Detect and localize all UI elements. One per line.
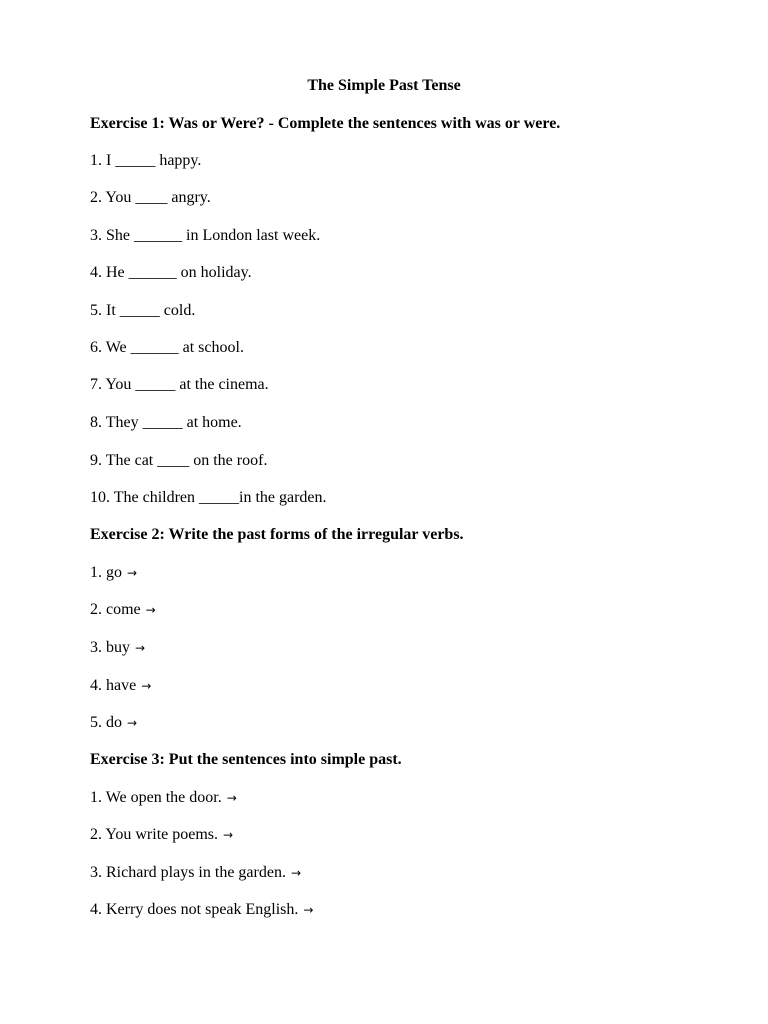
exercise-2-item-text: 2. come [90, 601, 141, 618]
exercise-2-heading: Exercise 2: Write the past forms of the irregular verbs. [90, 526, 464, 543]
exercise-1-item: 4. He ______ on holiday. [90, 264, 252, 281]
exercise-3-item [90, 825, 233, 845]
arrow-right-icon: → [290, 866, 302, 880]
exercise-2-item [90, 676, 151, 696]
arrow-right-icon: → [141, 679, 152, 693]
exercise-2-item-text: 4. have [90, 677, 137, 694]
arrow-right-icon: → [135, 641, 146, 655]
exercise-2-item [90, 563, 137, 583]
exercise-2-item [90, 638, 145, 658]
exercise-3-item-text: 1. We open the door. [90, 789, 222, 806]
exercise-2-item-text: 1. go [90, 564, 122, 581]
arrow-right-icon: → [145, 603, 156, 617]
arrow-right-icon: → [127, 716, 138, 730]
exercise-1-item: 3. She ______ in London last week. [90, 227, 321, 244]
exercise-3-item-text: 3. Richard plays in the garden. [90, 864, 286, 881]
exercise-2-item [90, 600, 156, 620]
exercise-3-item [90, 863, 301, 883]
exercise-1-item: 7. You _____ at the cinema. [90, 376, 269, 393]
exercise-3-item-text: 4. Kerry does not speak English. [90, 901, 299, 918]
arrow-right-icon: → [303, 903, 314, 917]
exercise-1-item: 10. The children _____in the garden. [90, 489, 327, 506]
exercise-3-heading: Exercise 3: Put the sentences into simple past. [90, 751, 402, 768]
exercise-1-item: 5. It _____ cold. [90, 302, 196, 319]
exercise-2-item-text: 5. do [90, 714, 122, 731]
page-title: The Simple Past Tense [307, 77, 461, 94]
arrow-right-icon: → [226, 791, 237, 805]
exercise-2-item-text: 3. buy [90, 639, 130, 656]
exercise-1-item: 2. You ____ angry. [90, 189, 211, 206]
exercise-3-item [90, 788, 237, 808]
exercise-3-item [90, 900, 313, 920]
exercise-2-item [90, 713, 137, 733]
exercise-1-item: 6. We ______ at school. [90, 339, 244, 356]
arrow-right-icon: → [127, 566, 138, 580]
exercise-1-item: 8. They _____ at home. [90, 414, 242, 431]
exercise-3-item-text: 2. You write poems. [90, 826, 219, 843]
exercise-1-heading: Exercise 1: Was or Were? - Complete the sentences with was or were. [90, 115, 561, 132]
exercise-1-item: 9. The cat ____ on the roof. [90, 452, 268, 469]
arrow-right-icon: → [223, 828, 234, 842]
exercise-1-item: 1. I _____ happy. [90, 152, 202, 169]
